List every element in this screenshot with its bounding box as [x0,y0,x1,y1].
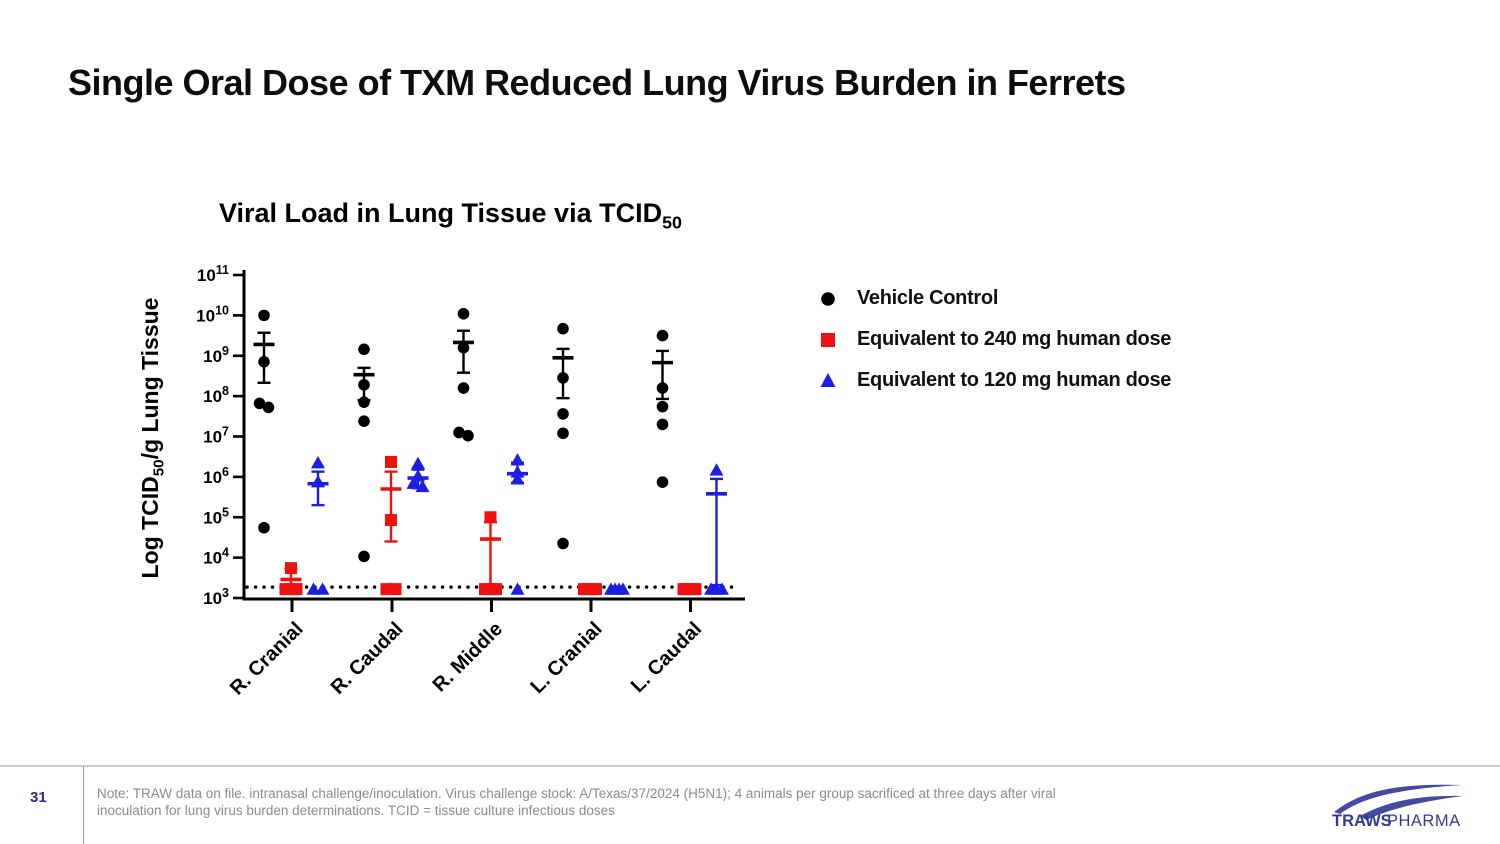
x-tick-label: R. Caudal [326,617,408,699]
data-point [390,583,402,595]
data-point [690,583,702,595]
footnote-line-2: inoculation for lung virus burden determinations. TCID = tissue culture infectious doses [97,802,615,818]
legend-item [815,319,1171,360]
y-tick-label: $10^3$ [203,586,229,608]
data-point [385,456,397,468]
data-point [511,453,525,465]
data-point [385,514,397,526]
data-point [557,408,569,420]
x-tick-label: L. Cranial [526,617,607,698]
data-point [358,379,370,391]
page-number: 31 [30,789,47,806]
y-axis-label-text: /g Lung Tissue [137,297,163,460]
data-point [458,382,470,394]
data-point [285,562,297,574]
data-point [258,356,270,368]
chart-legend [815,278,1171,401]
data-point [557,427,569,439]
y-tick-label: $10^{11}$ [196,263,229,285]
y-tick-label: $10^9$ [203,343,229,366]
data-point [557,372,569,384]
data-point [710,463,724,475]
data-point [657,476,669,488]
data-point [311,456,325,468]
footer-vertical-divider [83,766,84,844]
x-tick-label: R. Middle [428,617,508,697]
data-point [458,342,470,354]
data-point [358,343,370,355]
traws-pharma-logo [1330,778,1465,830]
y-tick-label: $10^5$ [203,505,229,528]
chart-title-subscript: 50 [662,212,682,233]
data-point [657,419,669,431]
data-point [657,382,669,394]
data-point [311,475,325,487]
data-point [590,583,602,595]
data-point [485,511,497,523]
legend-label: Equivalent to 240 mg human dose [857,328,1172,350]
data-point [458,308,470,320]
y-tick-label: $10^7$ [203,424,229,447]
x-tick-label: R. Cranial [225,617,308,700]
data-point [557,323,569,335]
logo-text-pharma: PHARMA [1387,812,1461,830]
y-tick-label: $10^4$ [203,545,229,568]
footer-divider-line [0,765,1500,767]
data-point [358,396,370,408]
legend-label: Equivalent to 120 mg human dose [857,369,1172,391]
data-point [511,582,525,594]
data-point [358,551,370,563]
legend-item [815,278,1171,319]
data-point [258,522,270,534]
data-point [462,430,474,442]
data-point [291,583,303,595]
legend-label: Vehicle Control [857,287,999,309]
y-axis-label-subscript: 50 [150,459,168,477]
logo-text-traws: TRAWS [1332,812,1392,830]
y-tick-label: $10^{10}$ [196,303,229,326]
footnote-line-1: Note: TRAW data on file. intranasal challenge/inoculation. Virus challenge stock: A/Texas/37/2024 (H5N1); 4 animals per group sacrificed at three days after viral [97,786,1056,801]
data-point [657,330,669,342]
legend-circle-icon [815,286,841,312]
slide-title: Single Oral Dose of TXM Reduced Lung Virus Burden in Ferrets [68,62,1126,103]
x-tick-label: L. Caudal [626,617,707,698]
data-point [490,583,502,595]
data-point [316,582,330,594]
footnote [97,786,1056,819]
legend-item [815,360,1171,401]
logo-swoosh-upper [1334,785,1462,814]
data-point [411,457,425,469]
data-point [258,310,270,322]
y-tick-label: $10^8$ [203,384,229,407]
data-point [358,415,370,427]
chart-title-text: Viral Load in Lung Tissue via TCID [219,198,663,228]
data-point [657,401,669,413]
legend-square-icon [815,327,841,353]
y-axis-label-text: Log TCID [137,476,163,579]
y-tick-label: $10^6$ [203,464,229,487]
legend-triangle-icon [815,368,841,394]
data-point [557,538,569,550]
data-point [263,402,275,414]
